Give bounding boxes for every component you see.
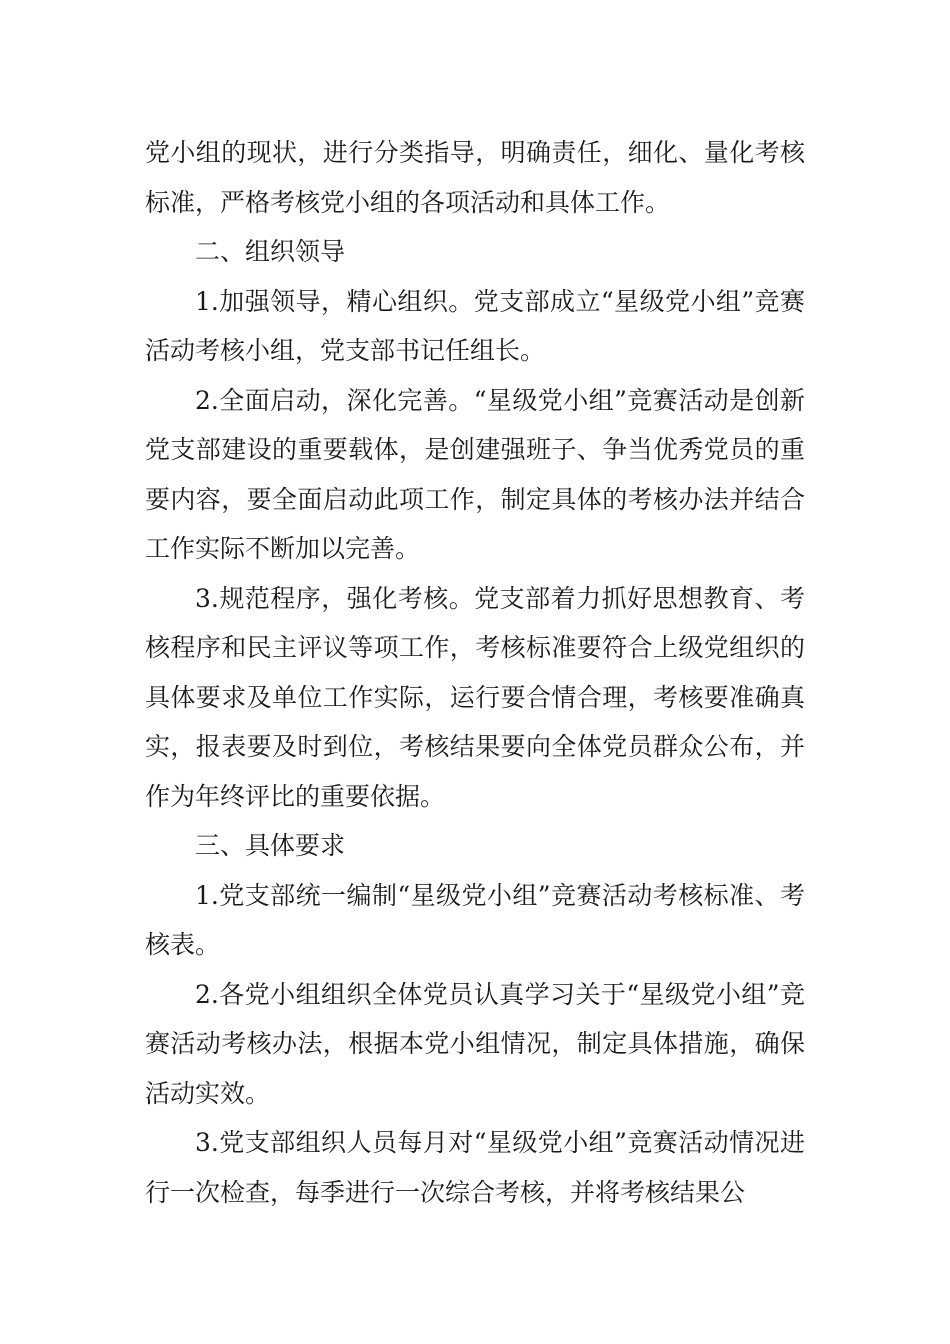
- paragraph-item: 1.党支部统一编制“星级党小组”竞赛活动考核标准、考核表。: [145, 880, 805, 959]
- paragraph-item: 3.规范程序，强化考核。党支部着力抓好思想教育、考核程序和民主评议等项工作，考核标准要符合上级党组织的具体要求及单位工作实际，运行要合情合理，考核要准确真实，报表要及时到位，考核结果要向全体党员群众公布，并作为年终评比的重要依据。: [145, 583, 805, 811]
- paragraph-item: 2.全面启动，深化完善。“星级党小组”竞赛活动是创新党支部建设的重要载体，是创建强班子、争当优秀党员的重要内容，要全面启动此项工作，制定具体的考核办法并结合工作实际不断加以完善。: [145, 385, 805, 563]
- document-page: [145, 128, 805, 1217]
- paragraph-item: 2.各党小组组织全体党员认真学习关于“星级党小组”竞赛活动考核办法，根据本党小组情况，制定具体措施，确保活动实效。: [145, 979, 805, 1108]
- section-heading-organization: 二、组织领导: [195, 237, 346, 266]
- paragraph-item: 3.党支部组织人员每月对“星级党小组”竞赛活动情况进行一次检查，每季进行一次综合考核，并将考核结果公: [145, 1128, 805, 1207]
- paragraph-continuation: 党小组的现状，进行分类指导，明确责任，细化、量化考核标准，严格考核党小组的各项活动和具体工作。: [145, 138, 805, 217]
- section-heading-requirements: 三、具体要求: [195, 831, 346, 860]
- paragraph-item: 1.加强领导，精心组织。党支部成立“星级党小组”竞赛活动考核小组，党支部书记任组长。: [145, 286, 805, 365]
